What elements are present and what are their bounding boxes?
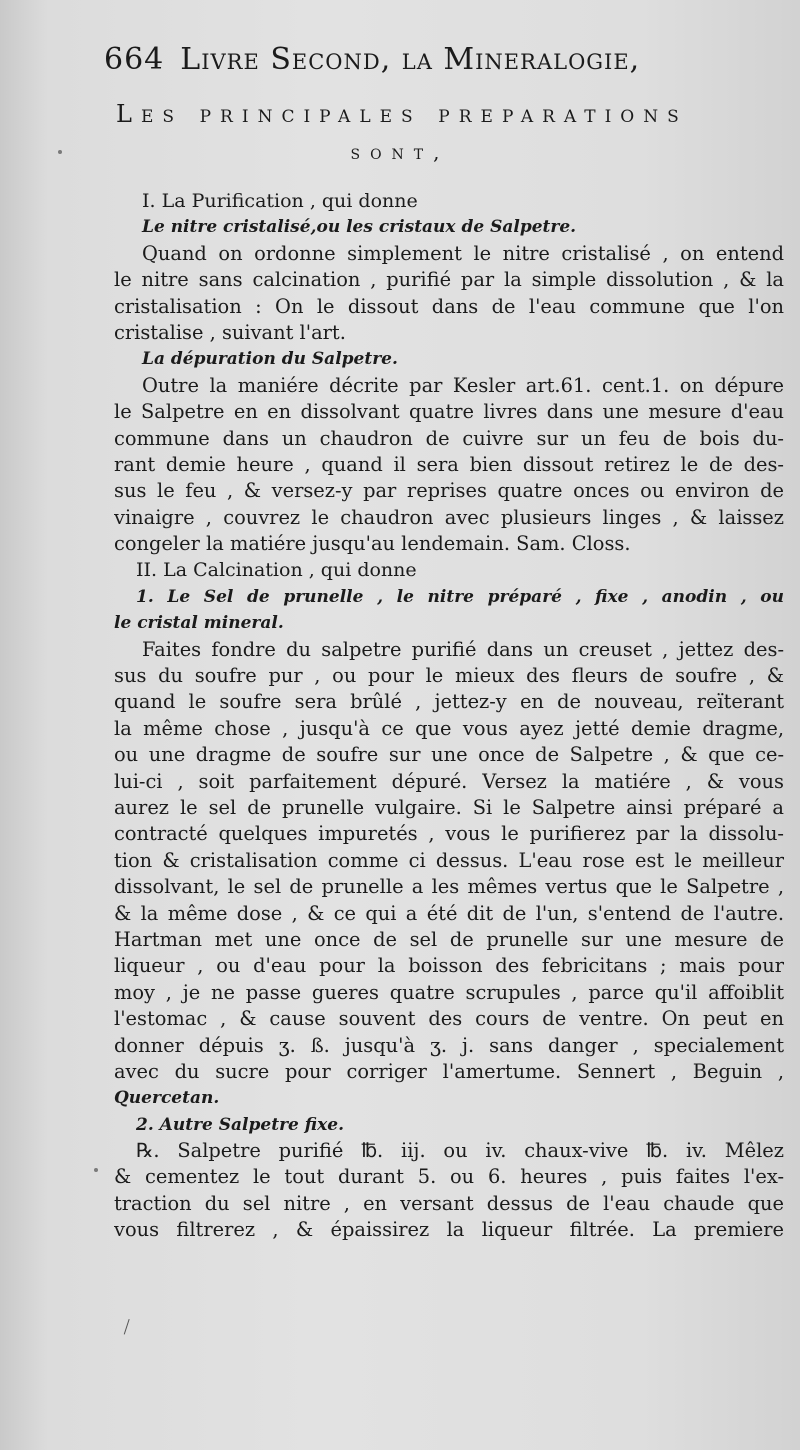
text-line: sus le feu , & versez-y par reprises quatre onces ou environ de xyxy=(114,479,784,503)
text-line: Quand on ordonne simplement le nitre cristalisé , on entend xyxy=(142,241,784,265)
page-number: 664 xyxy=(104,42,165,77)
subheading-depuration: La dépuration du Salpetre. xyxy=(142,349,398,370)
page-body xyxy=(114,188,784,1244)
running-head xyxy=(104,42,764,77)
text-line: quand le soufre sera brûlé , jettez-y en de nouveau, reïterant xyxy=(114,690,784,714)
text-line: liqueur , ou d'eau pour la boisson des febricitans ; mais pour xyxy=(114,954,784,978)
text-line: traction du sel nitre , en versant dessus de l'eau chaude que xyxy=(114,1191,784,1215)
text-line: tion & cristalisation comme ci dessus. L'eau rose est le meilleur xyxy=(114,848,784,872)
text-line: l'estomac , & cause souvent des cours de ventre. On peut en xyxy=(114,1007,784,1031)
text-line: & cementez le tout durant 5. ou 6. heures , puis faites l'ex- xyxy=(114,1165,784,1189)
text-line: le Salpetre en en dissolvant quatre livres dans une mesure d'eau xyxy=(114,400,784,424)
text-line: Quercetan. xyxy=(114,1088,220,1109)
text-line: donner dépuis ʒ. ß. jusqu'à ʒ. j. sans danger , specialement xyxy=(114,1033,784,1057)
text-line: avec du sucre pour corriger l'amertume. Sennert , Beguin , xyxy=(114,1059,784,1083)
text-line: dissolvant, le sel de prunelle a les mêmes vertus que le Salpetre , xyxy=(114,875,784,899)
subheading-autre-salpetre: 2. Autre Salpetre fixe. xyxy=(136,1114,344,1135)
running-title: Livre Second, la Mineralogie, xyxy=(180,42,641,77)
text-line: Outre la maniére décrite par Kesler art.61. cent.1. on dépure xyxy=(142,373,784,397)
text-line: la même chose , jusqu'à ce que vous ayez jetté demie dragme, xyxy=(114,716,784,740)
heading-calcination: II. La Calcination , qui donne xyxy=(136,559,417,582)
text-line: vous filtrerez , & épaissirez la liqueur filtrée. La premiere xyxy=(114,1218,784,1242)
text-line: rant demie heure , quand il sera bien dissout retirez le de des- xyxy=(114,452,784,476)
subheading-sel-de-prunelle: 1. Le Sel de prunelle , le nitre préparé , fixe , anodin , ou xyxy=(136,586,784,607)
text-line: aurez le sel de prunelle vulgaire. Si le Salpetre ainsi préparé a xyxy=(114,795,784,819)
section-subtitle: sont, xyxy=(350,140,450,164)
text-line: sus du soufre pur , ou pour le mieux des fleurs de soufre , & xyxy=(114,664,784,688)
text-line: lui-ci , soit parfaitement dépuré. Versez la matiére , & vous xyxy=(114,769,784,793)
text-line: Hartman met une once de sel de prunelle sur une mesure de xyxy=(114,927,784,951)
text-line: moy , je ne passe gueres quatre scrupules , parce qu'il affoiblit xyxy=(114,980,784,1004)
heading-purification: I. La Purification , qui donne xyxy=(142,190,418,212)
text-line: commune dans un chaudron de cuivre sur un feu de bois du- xyxy=(114,426,784,450)
text-line: cristalisation : On le dissout dans de l'eau commune que l'on xyxy=(114,294,784,318)
section-title: Les principales preparations xyxy=(116,100,688,128)
text-line: ℞. Salpetre purifié ℔. iij. ou iv. chaux-vive ℔. iv. Mêlez xyxy=(136,1139,784,1163)
text-line: cristalise , suivant l'art. xyxy=(114,320,346,344)
text-line: ou une dragme de soufre sur une once de Salpetre , & que ce- xyxy=(114,743,784,767)
text-line: le nitre sans calcination , purifié par la simple dissolution , & la xyxy=(114,268,784,292)
text-line: Faites fondre du salpetre purifié dans un creuset , jettez des- xyxy=(142,637,784,661)
text-line: vinaigre , couvrez le chaudron avec plusieurs linges , & laissez xyxy=(114,505,784,529)
paper-speck xyxy=(58,150,62,154)
subheading-cristal-mineral: le cristal mineral. xyxy=(114,613,284,634)
text-line: & la même dose , & ce qui a été dit de l'un, s'entend de l'autre. xyxy=(114,901,784,925)
text-line: congeler la matiére jusqu'au lendemain. Sam. Closs. xyxy=(114,532,631,556)
text-line: contracté quelques impuretés , vous le purifierez par la dissolu- xyxy=(114,822,784,846)
paper-speck xyxy=(94,1168,98,1172)
subheading-nitre-cristalise: Le nitre cristalisé,ou les cristaux de Salpetre. xyxy=(142,217,577,238)
ink-mark xyxy=(124,1319,138,1337)
